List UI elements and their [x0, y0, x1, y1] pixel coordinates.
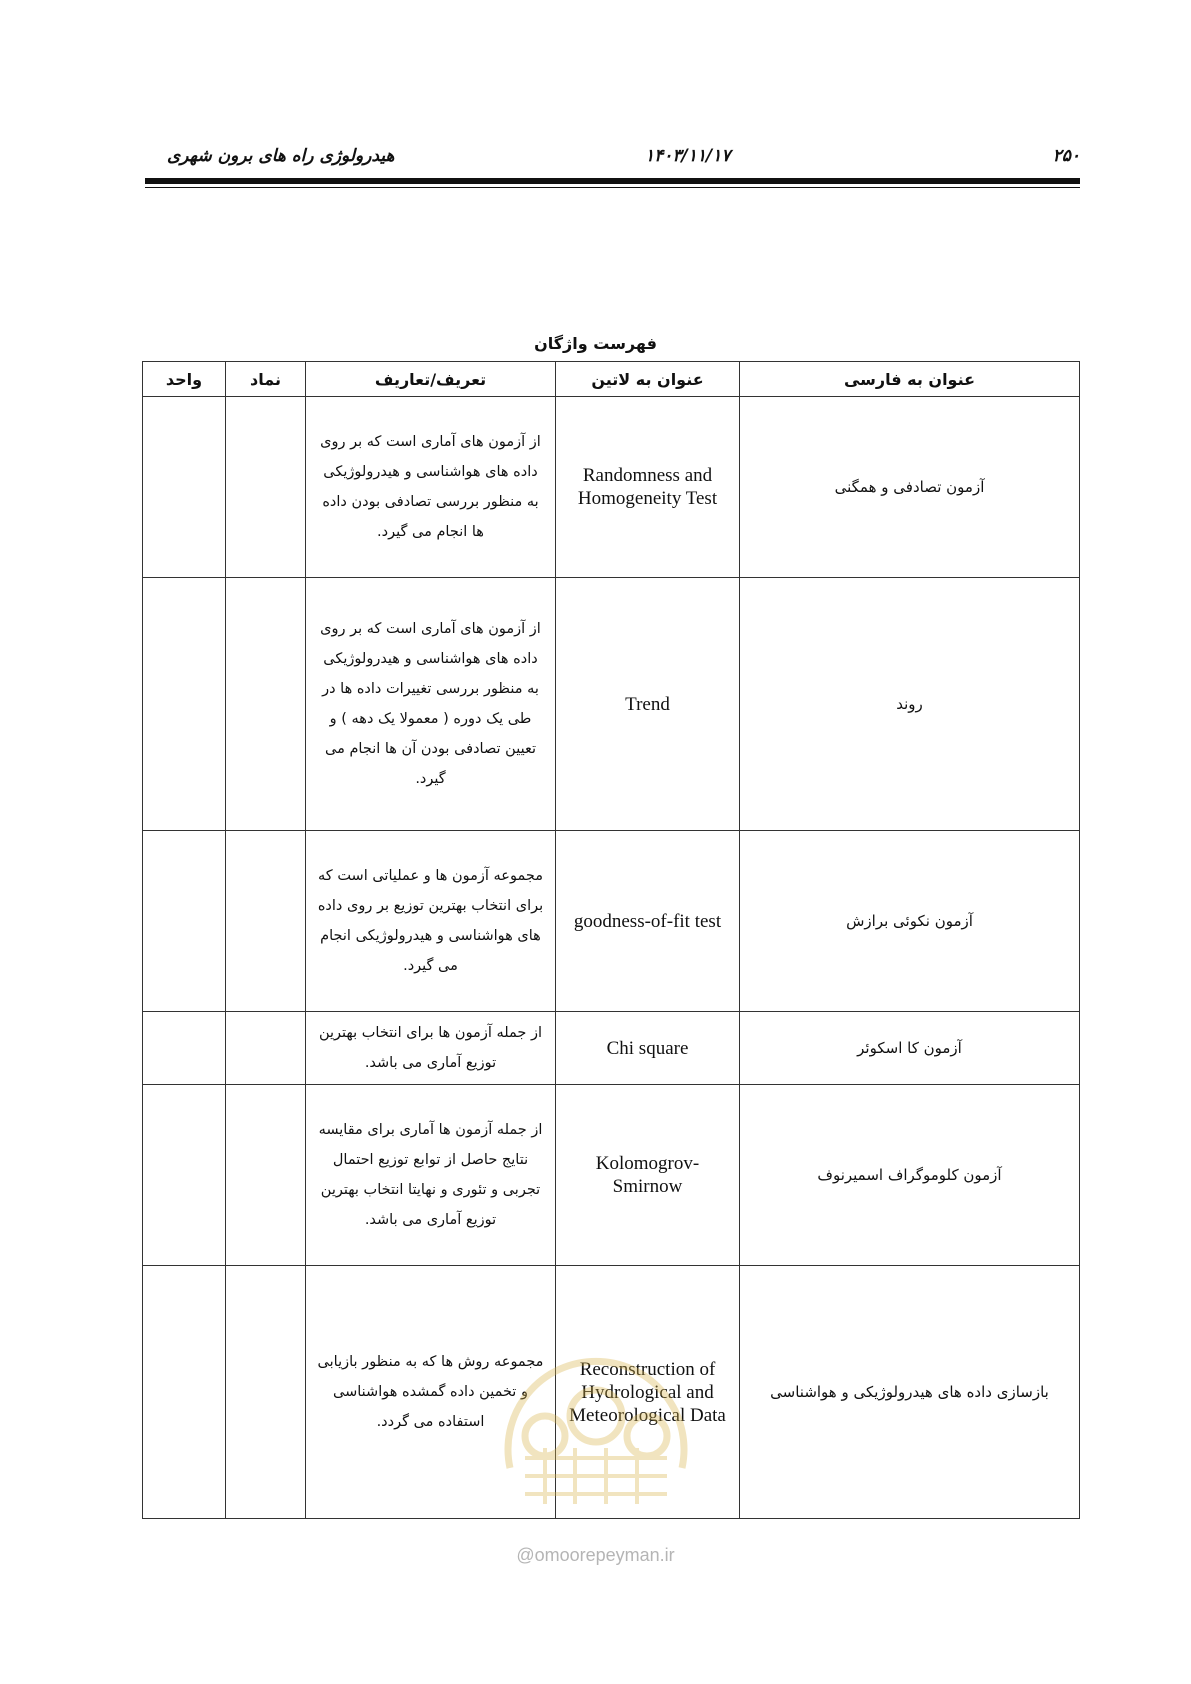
header-rule-thin: [145, 187, 1080, 188]
column-header-persian: عنوان به فارسی: [740, 362, 1080, 397]
term-definition: مجموعه آزمون ها و عملیاتی است که برای انتخاب بهترین توزیع بر روی داده های هواشناسی و هیدرولوژیکی انجام می گیرد.: [306, 831, 556, 1012]
term-unit: [143, 578, 226, 831]
latin-term: Kolomogrov-Smirnow: [556, 1085, 740, 1266]
persian-term: بازسازی داده های هیدرولوژیکی و هواشناسی: [740, 1266, 1080, 1519]
column-header-symbol: نماد: [226, 362, 306, 397]
table-row: [143, 578, 1080, 831]
term-definition: مجموعه روش ها که به منظور بازیابی و تخمین داده گمشده هواشناسی استفاده می گردد.: [306, 1266, 556, 1519]
term-symbol: [226, 831, 306, 1012]
table-header-row: [143, 362, 1080, 397]
header-date: ۱۴۰۳/۱۱/۱۷: [645, 146, 731, 166]
table-row: [143, 1012, 1080, 1085]
term-definition: از آزمون های آماری است که بر روی داده های هواشناسی و هیدرولوژیکی به منظور بررسی تغییرات داده ها در طی یک دوره ( معمولا یک دهه ) و تعیین تصادفی بودن آن ها انجام می گیرد.: [306, 578, 556, 831]
header-rule-thick: [145, 178, 1080, 184]
watermark-text: @omoorepeyman.ir: [516, 1545, 675, 1565]
term-unit: [143, 1012, 226, 1085]
term-unit: [143, 397, 226, 578]
book-title: هیدرولوژی راه های برون شهری: [167, 146, 395, 166]
persian-term: آزمون تصادفی و همگنی: [740, 397, 1080, 578]
term-symbol: [226, 1085, 306, 1266]
latin-term: Trend: [556, 578, 740, 831]
table-row: [143, 1085, 1080, 1266]
column-header-unit: واحد: [143, 362, 226, 397]
latin-term: Chi square: [556, 1012, 740, 1085]
page-number: ۲۵۰: [1052, 146, 1080, 166]
persian-term: آزمون نکوئی برازش: [740, 831, 1080, 1012]
persian-term: روند: [740, 578, 1080, 831]
term-symbol: [226, 397, 306, 578]
table-caption: فهرست واژگان: [534, 334, 657, 353]
term-definition: از آزمون های آماری است که بر روی داده های هواشناسی و هیدرولوژیکی به منظور بررسی تصادفی بودن داده ها انجام می گیرد.: [306, 397, 556, 578]
persian-term: آزمون کا اسکوئر: [740, 1012, 1080, 1085]
page-header: [145, 140, 1080, 170]
column-header-latin: عنوان به لاتین: [556, 362, 740, 397]
term-symbol: [226, 1266, 306, 1519]
term-unit: [143, 1266, 226, 1519]
term-definition: از جمله آزمون ها آماری برای مقایسه نتایج حاصل از توابع توزیع احتمال تجربی و تئوری و نهایتا انتخاب بهترین توزیع آماری می باشد.: [306, 1085, 556, 1266]
column-header-definition: تعریف/تعاریف: [306, 362, 556, 397]
latin-term: Randomness and Homogeneity Test: [556, 397, 740, 578]
term-unit: [143, 831, 226, 1012]
persian-term: آزمون کلوموگراف اسمیرنوف: [740, 1085, 1080, 1266]
watermark-seal-icon: [485, 1318, 707, 1508]
latin-term: Reconstruction of Hydrological and Meteorological Data: [556, 1266, 740, 1519]
table-row: [143, 397, 1080, 578]
term-definition: از جمله آزمون ها برای انتخاب بهترین توزیع آماری می باشد.: [306, 1012, 556, 1085]
term-unit: [143, 1085, 226, 1266]
latin-term: goodness-of-fit test: [556, 831, 740, 1012]
term-symbol: [226, 1012, 306, 1085]
term-symbol: [226, 578, 306, 831]
table-row: [143, 831, 1080, 1012]
